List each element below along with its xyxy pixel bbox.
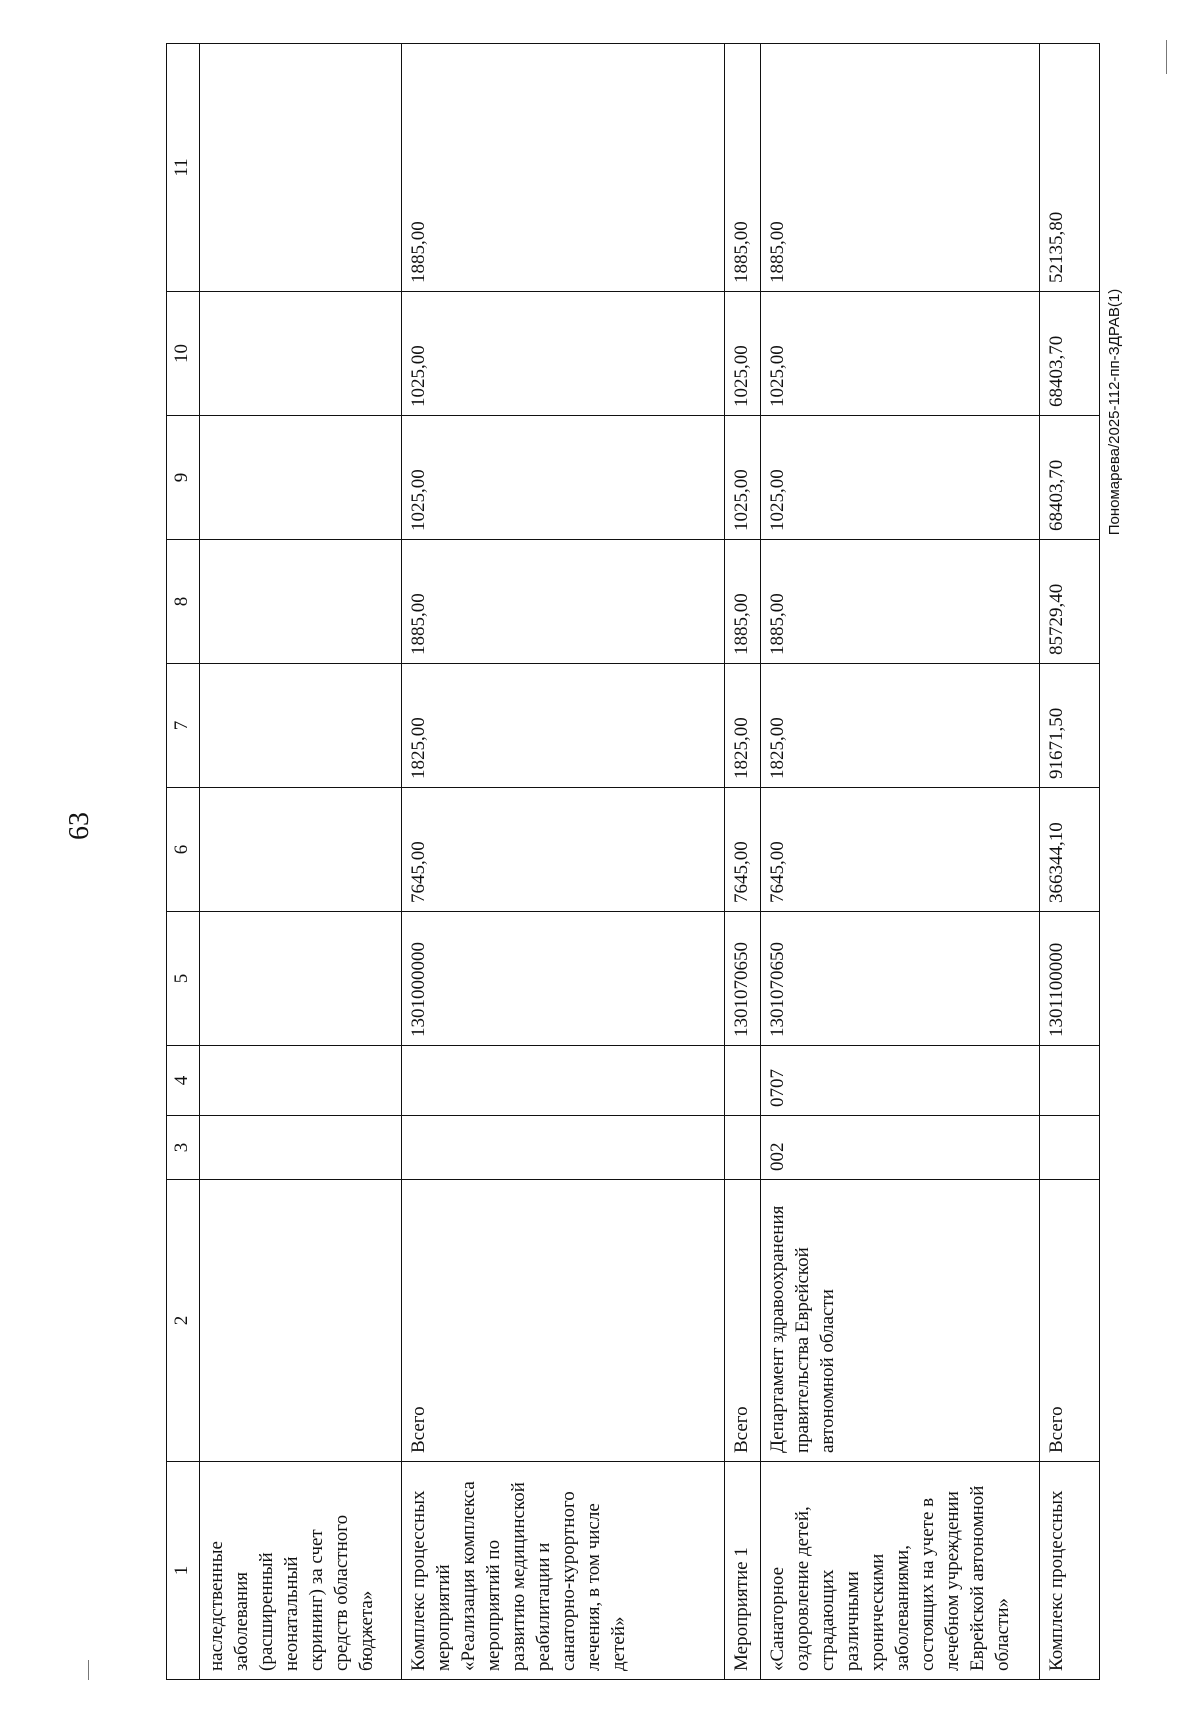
- row-code-section: [724, 1046, 761, 1116]
- row-value-year-1: 1825,00: [761, 664, 1039, 788]
- scan-mark-top: [1166, 40, 1167, 74]
- table-row: [200, 44, 402, 1680]
- row-value-year-5: 1885,00: [724, 44, 761, 292]
- col-header-9: 9: [167, 416, 200, 540]
- col-header-10: 10: [167, 292, 200, 416]
- row-value-year-3: 1025,00: [402, 416, 725, 540]
- col-header-5: 5: [167, 912, 200, 1046]
- row-code-admin: [724, 1116, 761, 1180]
- row-value-year-3: 68403,70: [1039, 416, 1099, 540]
- table-row: [724, 44, 761, 1680]
- row-code-target: [200, 912, 402, 1046]
- col-header-1: 1: [167, 1462, 200, 1680]
- row-code-section: [1039, 1046, 1099, 1116]
- row-code-section: [402, 1046, 725, 1116]
- col-header-4: 4: [167, 1046, 200, 1116]
- budget-table-container: [166, 44, 1100, 1680]
- row-code-admin: [1039, 1116, 1099, 1180]
- col-header-11: 11: [167, 44, 200, 292]
- row-code-target: 1301000000: [402, 912, 725, 1046]
- row-value-year-2: 85729,40: [1039, 540, 1099, 664]
- row-value-year-2: 1885,00: [402, 540, 725, 664]
- row-value-year-1: 1825,00: [402, 664, 725, 788]
- col-header-8: 8: [167, 540, 200, 664]
- row-code-section: [200, 1046, 402, 1116]
- row-code-admin: [200, 1116, 402, 1180]
- row-value-year-3: 1025,00: [724, 416, 761, 540]
- row-code-target: 1301070650: [724, 912, 761, 1046]
- col-header-6: 6: [167, 788, 200, 912]
- row-code-admin: 002: [761, 1116, 1039, 1180]
- row-value-total: 366344,10: [1039, 788, 1099, 912]
- row-value-year-4: 1025,00: [402, 292, 725, 416]
- row-value-year-4: 1025,00: [761, 292, 1039, 416]
- column-number-row: [167, 44, 200, 1680]
- row-value-year-5: [200, 44, 402, 292]
- row-value-year-5: 1885,00: [402, 44, 725, 292]
- row-source: Департамент здравоохранения правительства Еврейской автономной области: [761, 1180, 1039, 1462]
- table-row: [402, 44, 725, 1680]
- row-value-year-4: 1025,00: [724, 292, 761, 416]
- row-code-section: 0707: [761, 1046, 1039, 1116]
- row-source: Всего: [724, 1180, 761, 1462]
- row-value-year-3: [200, 416, 402, 540]
- row-description: Комплекс процессных мероприятий «Реализация комплекса мероприятий по развитию медицинской реабилитации и санаторно-курортного лечения, в том числе детей»: [402, 1462, 725, 1680]
- row-description: «Санаторное оздоровление детей, страдающих различными хроническими заболеваниями, состоящих на учете в лечебном учреждении Еврейской автономной области»: [761, 1462, 1039, 1680]
- row-value-year-2: 1885,00: [761, 540, 1039, 664]
- row-code-admin: [402, 1116, 725, 1180]
- row-description: наследственные заболевания (расширенный неонатальный скрининг) за счет средств областного бюджета»: [200, 1462, 402, 1680]
- table-row: [761, 44, 1039, 1680]
- row-source: [200, 1180, 402, 1462]
- row-value-year-5: 52135,80: [1039, 44, 1099, 292]
- row-value-year-2: 1885,00: [724, 540, 761, 664]
- row-value-total: [200, 788, 402, 912]
- page-number: 63: [64, 812, 95, 840]
- row-description: Мероприятие 1: [724, 1462, 761, 1680]
- scan-mark-left: [88, 1660, 89, 1680]
- row-value-year-1: 91671,50: [1039, 664, 1099, 788]
- row-value-total: 7645,00: [724, 788, 761, 912]
- row-value-year-1: [200, 664, 402, 788]
- row-value-total: 7645,00: [402, 788, 725, 912]
- row-value-year-5: 1885,00: [761, 44, 1039, 292]
- row-description: Комплекс процессных: [1039, 1462, 1099, 1680]
- row-value-year-1: 1825,00: [724, 664, 761, 788]
- col-header-2: 2: [167, 1180, 200, 1462]
- row-value-total: 7645,00: [761, 788, 1039, 912]
- row-source: Всего: [1039, 1180, 1099, 1462]
- row-value-year-2: [200, 540, 402, 664]
- budget-table: [166, 43, 1100, 1680]
- col-header-7: 7: [167, 664, 200, 788]
- row-code-target: 1301070650: [761, 912, 1039, 1046]
- row-value-year-4: 68403,70: [1039, 292, 1099, 416]
- row-value-year-4: [200, 292, 402, 416]
- row-source: Всего: [402, 1180, 725, 1462]
- row-value-year-3: 1025,00: [761, 416, 1039, 540]
- document-reference: Пономарева/2025-112-пп-ЗДРАВ(1): [1106, 288, 1123, 536]
- table-row: [1039, 44, 1099, 1680]
- row-code-target: 1301100000: [1039, 912, 1099, 1046]
- col-header-3: 3: [167, 1116, 200, 1180]
